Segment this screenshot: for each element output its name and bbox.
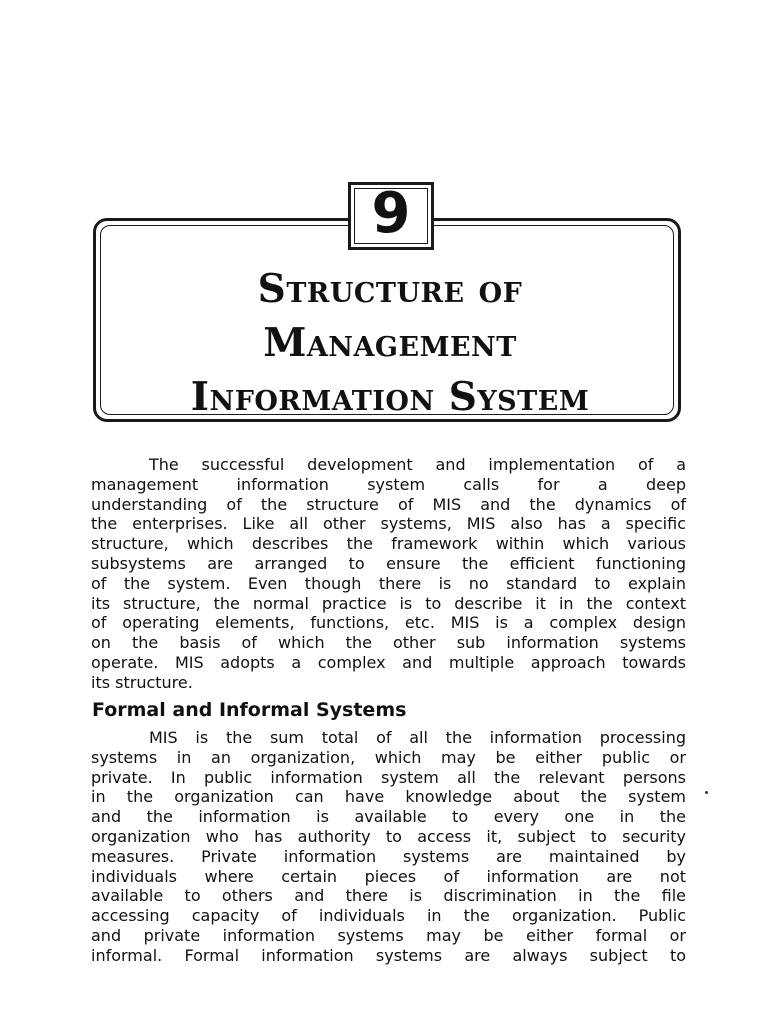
paragraph-line: individuals where certain pieces of information are not (91, 866, 686, 886)
paragraph-line: its structure. (91, 672, 193, 692)
chapter-title-line: Management (263, 320, 517, 366)
section-paragraph (91, 728, 686, 966)
paragraph-line: of operating elements, functions, etc. MIS is a complex design (91, 613, 686, 633)
paragraph-line: structure, which describes the framework within which various (91, 534, 686, 554)
paragraph-line: management information system calls for a deep (91, 474, 686, 494)
chapter-title (100, 262, 680, 424)
paragraph-line: on the basis of which the other sub information systems (91, 633, 686, 653)
paragraph-line: private. In public information system all the relevant persons (91, 767, 686, 787)
paragraph-line: understanding of the structure of MIS and the dynamics of (91, 494, 686, 514)
paragraph-line: accessing capacity of individuals in the organization. Public (91, 906, 686, 926)
paragraph-line: and private information systems may be either formal or (91, 925, 686, 945)
intro-paragraph (91, 455, 686, 693)
paragraph-line: the enterprises. Like all other systems, MIS also has a specific (91, 514, 686, 534)
paragraph-line: The successful development and implementation of a (149, 455, 686, 474)
paragraph-line: organization who has authority to access it, subject to security (91, 826, 686, 846)
paragraph-line: and the information is available to every one in the (91, 807, 686, 827)
chapter-number-box (348, 182, 434, 250)
paragraph-line: informal. Formal information systems are always subject to (91, 945, 686, 965)
paragraph-line: available to others and there is discrimination in the file (91, 886, 686, 906)
paragraph-line: in the organization can have knowledge about the system (91, 787, 686, 807)
chapter-number: 9 (371, 181, 411, 246)
section-heading: Formal and Informal Systems (92, 699, 407, 721)
paragraph-line: MIS is the sum total of all the information processing (149, 728, 686, 747)
paragraph-line: of the system. Even though there is no standard to explain (91, 573, 686, 593)
paragraph-line: systems in an organization, which may be either public or (91, 747, 686, 767)
paragraph-line: its structure, the normal practice is to describe it in the context (91, 593, 686, 613)
chapter-title-line: Information System (190, 374, 590, 420)
paragraph-line: subsystems are arranged to ensure the efficient functioning (91, 553, 686, 573)
margin-speck (705, 791, 708, 794)
paragraph-line: operate. MIS adopts a complex and multiple approach towards (91, 652, 686, 672)
chapter-title-line: Structure of (257, 266, 523, 312)
paragraph-line: measures. Private information systems are maintained by (91, 846, 686, 866)
